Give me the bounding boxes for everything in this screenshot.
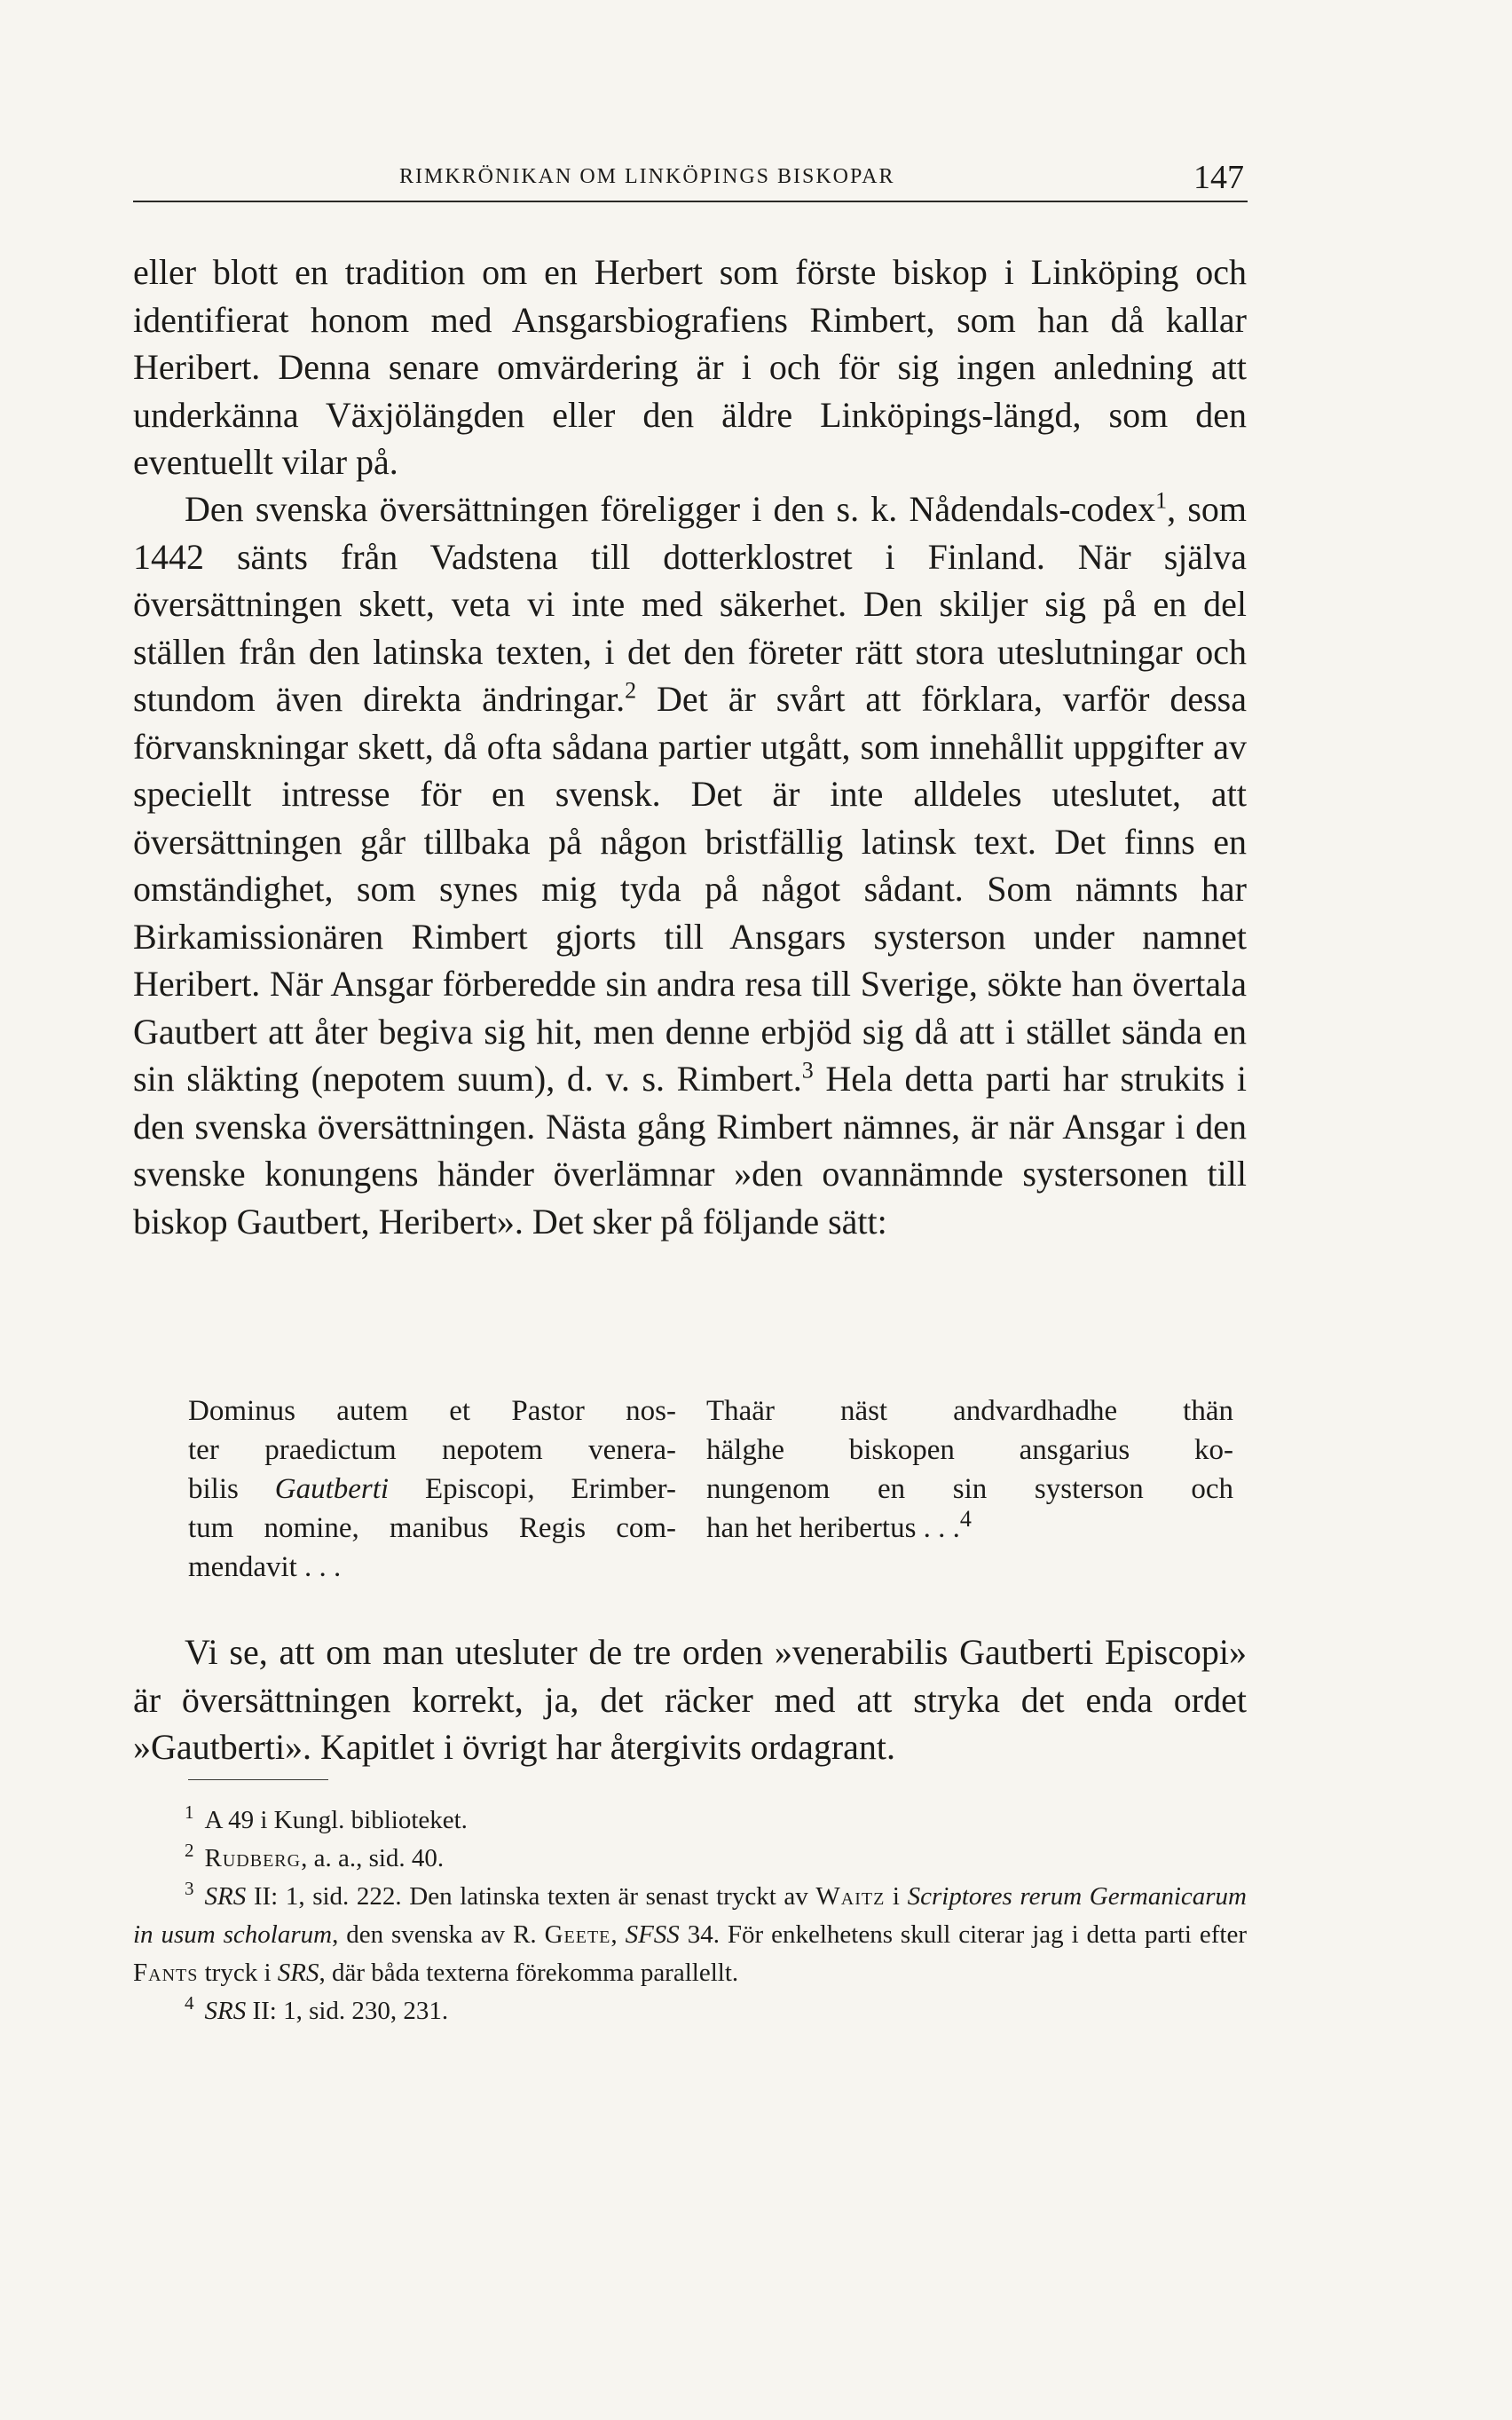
- paragraph-1: eller blott en tradition om en Herbert som förste biskop i Linköping och identifierat honom med Ansgarsbiografiens Rimbert, som han då kallar Heribert. Denna senare omvärdering är i och för sig ingen anledning att underkänna Växjölängden eller den äldre Linköpings-längd, som den eventuellt vilar på.: [133, 252, 1247, 482]
- footnote-2-author: Rudberg: [204, 1844, 302, 1872]
- latin-line-3: [188, 1470, 676, 1509]
- latin-line-3c: Episcopi, Erimber-: [389, 1473, 676, 1505]
- footnote-2-text: , a. a., sid. 40.: [301, 1844, 445, 1872]
- footnote-1-number: 1: [185, 1801, 194, 1824]
- swedish-quotation: [706, 1391, 1233, 1548]
- latin-quotation: [188, 1391, 676, 1587]
- paragraph-2-text-d: Hela detta parti har strukits i den svenska översättningen. Nästa gång Rimbert nämnes, är när Ansgar i den svenske konungens händer överlämnar »den ovannämnde systersonen till biskop Gautbert, Heribert». Det sker på följande sätt:: [133, 1059, 1247, 1242]
- footnote-rule: [188, 1779, 328, 1780]
- footnote-ref-3: 3: [801, 1057, 814, 1084]
- swedish-line-3: nungenom en sin systerson och: [706, 1473, 1233, 1505]
- paragraph-2-text-c: Det är svårt att förklara, varför dessa förvanskningar skett, då ofta sådana partier utgått, som innehållit uppgifter av speciellt intresse för en svensk. Det är inte alldeles uteslutet, att översättningen går tillbaka på någon bristfällig latinsk text. Det finns en omständighet, som synes mig tyda på något sådant. Som nämnts har Birkamissionären Rimbert gjorts till Ansgars systerson under namnet Heribert. När Ansgar förberedde sin andra resa till Sverige, sökte han övertala Gautbert att åter begiva sig hit, men denne erbjöd sig då att i stället sända en sin släkting (nepotem suum), d. v. s. Rimbert.: [133, 679, 1247, 1099]
- footnote-3-text-l: tryck i: [198, 1959, 278, 1987]
- swedish-line-4-text: han het heribertus . . .: [706, 1512, 960, 1544]
- footnote-3-waitz: Waitz: [815, 1882, 886, 1911]
- footnote-3-sfss: SFSS: [625, 1920, 680, 1949]
- paragraph-2-text-a: Den svenska översättningen föreligger i den s. k. Nådendals-codex: [185, 489, 1156, 529]
- footnote-3-text-n: , där båda texterna förekomma parallellt.: [319, 1959, 739, 1987]
- footnote-3-fants: Fants: [133, 1959, 199, 1987]
- footnote-4-srs: SRS: [204, 1997, 247, 2025]
- footnote-3-text-f: , den svenska av R.: [332, 1920, 545, 1949]
- latin-line-1: Dominus autem et Pastor nos-: [188, 1395, 676, 1427]
- footnote-4-text: II: 1, sid. 230, 231.: [246, 1997, 449, 2025]
- footnote-3-text-d: i: [885, 1882, 908, 1911]
- footnote-4-number: 4: [185, 1992, 194, 2014]
- footnote-3-srs-2: SRS: [277, 1959, 319, 1987]
- running-head: [133, 159, 1248, 202]
- swedish-line-1: Thaär näst andvardhadhe thän: [706, 1395, 1233, 1427]
- footnotes: [133, 1801, 1247, 2030]
- paragraph-2: [133, 485, 1247, 1245]
- footnote-3-text-j: 34. För enkelhetens skull citerar jag i detta parti efter: [679, 1920, 1248, 1949]
- running-title: RIMKRÖNIKAN OM LINKÖPINGS BISKOPAR: [399, 165, 895, 188]
- footnote-3-geete: Geete: [544, 1920, 611, 1949]
- latin-line-3a: bilis: [188, 1473, 275, 1505]
- latin-line-3-italic: Gautberti: [274, 1473, 390, 1505]
- footnote-ref-4: 4: [959, 1506, 972, 1532]
- footnote-3-srs: SRS: [204, 1882, 247, 1911]
- latin-line-4: tum nomine, manibus Regis com-: [188, 1512, 676, 1544]
- paragraph-3: Vi se, att om man utesluter de tre orden »venerabilis Gautberti Episcopi» är översättningen korrekt, ja, det räcker med att stryka det enda ordet »Gautberti». Kapitlet i övrigt har återgivits ordagrant.: [133, 1632, 1247, 1767]
- footnote-4: [133, 1992, 1247, 2030]
- footnote-2: [133, 1840, 1247, 1878]
- swedish-line-2: hälghe biskopen ansgarius ko-: [706, 1434, 1233, 1466]
- footnote-ref-1: 1: [1155, 487, 1168, 514]
- footnote-1-text: A 49 i Kungl. biblioteket.: [204, 1806, 468, 1834]
- footnote-3: [133, 1878, 1247, 1992]
- footnote-3-scriptores: Scriptores rerum Germanicarum in usum scholarum: [133, 1882, 1247, 1949]
- footnote-2-number: 2: [185, 1840, 194, 1862]
- page-number: 147: [1193, 159, 1244, 196]
- footnote-1: [133, 1801, 1247, 1840]
- footnote-3-text-b: II: 1, sid. 222. Den latinska texten är senast tryckt av: [246, 1882, 816, 1911]
- footnote-3-number: 3: [185, 1878, 194, 1900]
- latin-line-5: mendavit . . .: [188, 1551, 342, 1583]
- footnote-ref-2: 2: [625, 677, 637, 704]
- footnote-3-text-h: ,: [610, 1920, 626, 1949]
- swedish-line-4: [706, 1506, 1233, 1548]
- paragraph-2-text-b: , som 1442 sänts från Vadstena till dotterklostret i Finland. När själva översättningen skett, veta vi inte med säkerhet. Den skiljer sig på en del ställen från den latinska texten, i det den företer rätt stora uteslutningar och stundom även direkta ändringar.: [133, 489, 1247, 719]
- latin-line-2: ter praedictum nepotem venera-: [188, 1434, 676, 1466]
